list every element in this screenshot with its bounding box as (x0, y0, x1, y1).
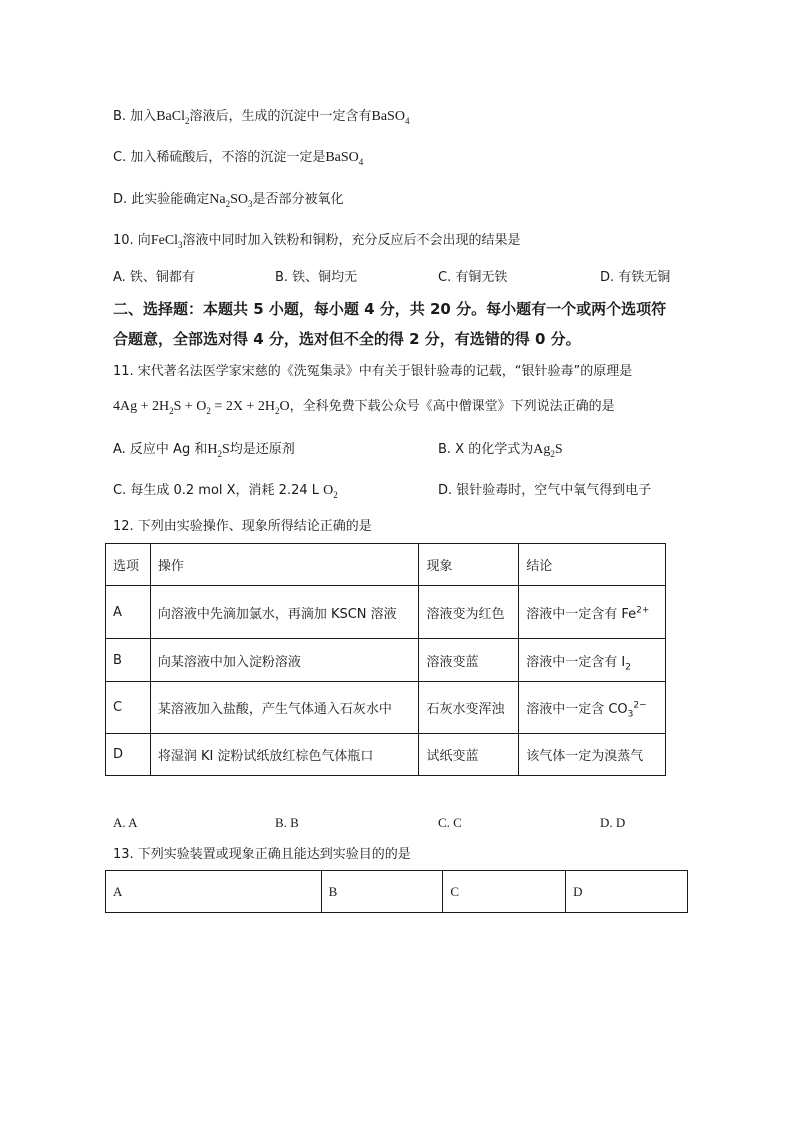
q11-option-b: B. X 的化学式为$Ag_2S$ (438, 442, 563, 459)
q13-header-d: D (566, 871, 688, 913)
q12-answer-b: B. B (275, 815, 299, 830)
q11-equation: $4Ag + 2H_2S + O_2 = 2X + 2H_2O$ (113, 399, 290, 416)
row-operation: 将湿润 KI 淀粉试纸放红棕色气体瓶口 (150, 734, 419, 776)
row-phenomenon: 溶液变为红色 (419, 586, 519, 639)
q13-header-b: B (321, 871, 443, 913)
q12-stem: 12. 下列由实验操作、现象所得结论正确的是 (113, 519, 372, 534)
q13-stem: 13. 下列实验装置或现象正确且能达到实验目的的是 (113, 847, 411, 862)
row-conclusion: 该气体一定为溴蒸气 (519, 734, 666, 776)
q13-header-a: A (106, 871, 322, 913)
row-option: D (106, 734, 151, 776)
q10-chem: FeCl$_3$ (150, 233, 183, 250)
q9-option-c (113, 149, 363, 167)
q9-b-prefix: B. 加入 (113, 109, 157, 124)
q11-option-d: D. 银针验毒时，空气中氧气得到电子 (438, 483, 652, 498)
table-row (106, 639, 666, 682)
table-row (106, 586, 666, 639)
q9-d-chem: $Na_2SO_3$ (209, 192, 253, 209)
header-conclusion: 结论 (519, 544, 666, 586)
q9-d-suffix: 是否部分被氧化 (252, 192, 344, 207)
q12-answer-a: A. A (113, 815, 138, 830)
row-operation: 某溶液加入盐酸，产生气体通入石灰水中 (150, 682, 419, 734)
q10-stem: 10. 向FeCl$_3$溶液中同时加入铁粉和铜粉，充分反应后不会出现的结果是 (113, 233, 521, 250)
q11-option-c: C. 每生成 0.2 mol X，消耗 2.24 L $O_2$ (113, 483, 338, 500)
row-conclusion: 溶液中一定含有 $Fe^{2+}$ (519, 586, 666, 639)
q13-header-c: C (443, 871, 566, 913)
q11-equation-suffix: ，全科免费下载公众号《高中僧课堂》下列说法正确的是 (289, 399, 615, 414)
q9-d-prefix: D. 此实验能确定 (113, 192, 210, 207)
row-conclusion: 溶液中一定含有 $I_2$ (519, 639, 666, 682)
q9-b-chem2: BaSO$_4$ (371, 109, 410, 126)
q9-b-chem1: BaCl$_2$ (156, 109, 190, 126)
table-row (106, 734, 666, 776)
row-phenomenon: 石灰水变浑浊 (419, 682, 519, 734)
section2-heading-line1: 二、选择题：本题共 5 小题，每小题 4 分，共 20 分。每小题有一个或两个选项符 (113, 300, 667, 318)
q9-option-d (113, 191, 344, 209)
q11-stem: 11. 宋代著名法医学家宋慈的《洗冤集录》中有关于银针验毒的记载，“银针验毒”的原理是 (113, 364, 633, 379)
row-option: B (106, 639, 151, 682)
q12-answer-c: C. C (438, 815, 462, 830)
q13-table (105, 870, 688, 913)
row-option: A (106, 586, 151, 639)
q12-answer-d: D. D (600, 815, 626, 830)
q9-c-chem: BaSO$_4$ (325, 150, 364, 167)
table-header-row (106, 871, 688, 913)
table-row (106, 682, 666, 734)
q10-option-c: C. 有铜无铁 (438, 270, 508, 285)
row-operation: 向溶液中先滴加氯水，再滴加 KSCN 溶液 (150, 586, 419, 639)
q10-option-b: B. 铁、铜均无 (275, 270, 358, 285)
row-phenomenon: 溶液变蓝 (419, 639, 519, 682)
q11-equation-line (113, 398, 615, 416)
table-header-row (106, 544, 666, 586)
q10-option-d: D. 有铁无铜 (600, 270, 671, 285)
header-operation: 操作 (150, 544, 419, 586)
q11-option-a: A. 反应中 Ag 和$H_2S$均是还原剂 (113, 442, 295, 459)
q9-option-b (113, 108, 409, 126)
q12-table (105, 543, 666, 776)
q9-b-mid: 溶液后，生成的沉淀中一定含有 (189, 109, 372, 124)
header-phenomenon: 现象 (419, 544, 519, 586)
row-phenomenon: 试纸变蓝 (419, 734, 519, 776)
q10-option-a: A. 铁、铜都有 (113, 270, 195, 285)
header-option: 选项 (106, 544, 151, 586)
section2-heading-line2: 合题意，全部选对得 4 分，选对但不全的得 2 分，有选错的得 0 分。 (113, 330, 581, 348)
row-option: C (106, 682, 151, 734)
row-operation: 向某溶液中加入淀粉溶液 (150, 639, 419, 682)
q9-c-prefix: C. 加入稀硫酸后，不溶的沉淀一定是 (113, 150, 326, 165)
row-conclusion: 溶液中一定含 $CO_3^{2-}$ (519, 682, 666, 734)
